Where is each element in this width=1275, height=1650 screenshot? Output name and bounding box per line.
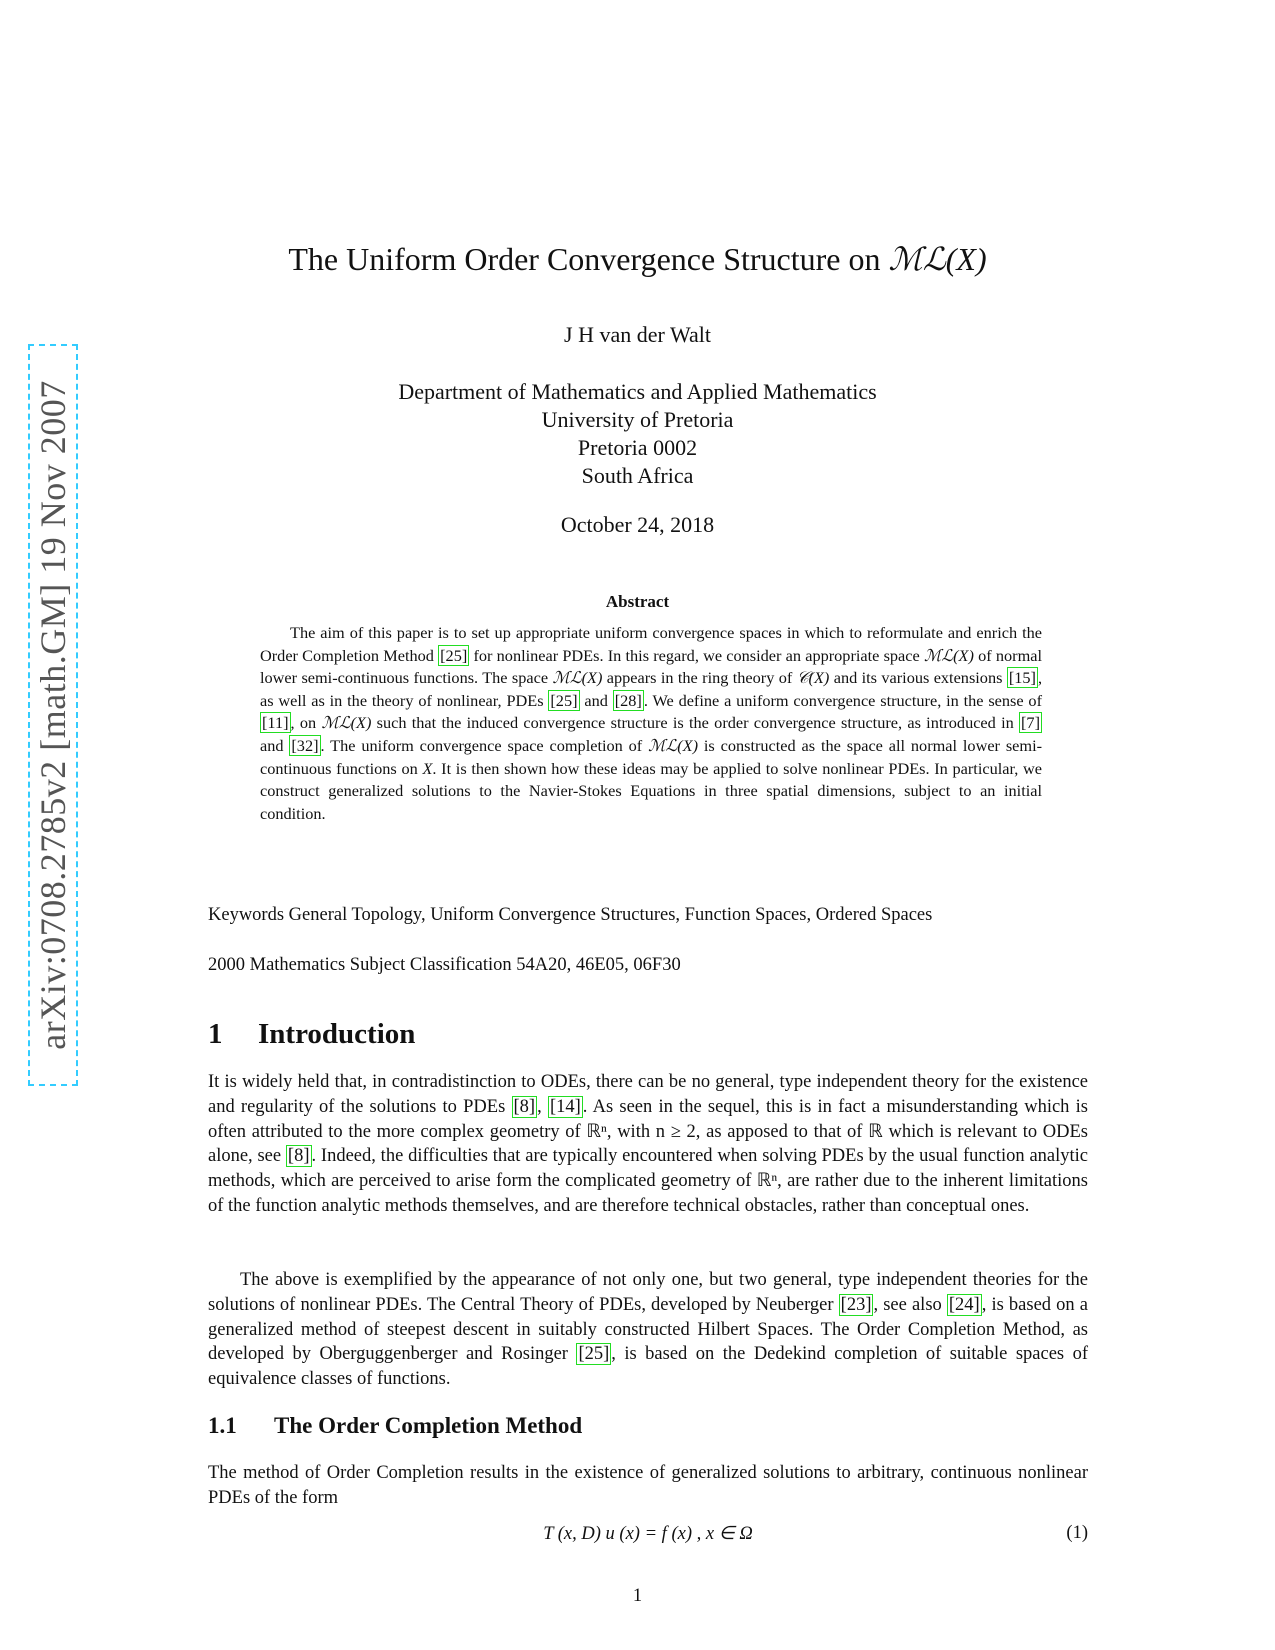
abstract-text: and its various extensions [829,668,1007,688]
paragraph [208,1268,1088,1392]
abstract-text: is constructed as the space all normal lower semi-continuous functions on [260,735,1043,778]
paragraph [208,1070,1088,1219]
equation [208,1523,1088,1545]
abstract-text: for nonlinear PDEs. In this regard, we consider an appropriate space [469,645,924,665]
citation-link[interactable]: [23] [840,1294,872,1315]
paragraph-text: , see also [873,1294,947,1315]
abstract-text: The aim of this paper is to set up appropriate uniform convergence spaces in which to reformulate and enrich the Order Completion Method [260,623,1042,665]
subsection-heading [208,1413,582,1439]
abstract-text: such that the induced convergence structure is the order convergence structure, as introduced in [371,713,1020,733]
citation-link[interactable]: [32] [291,735,319,755]
arxiv-stamp-text: arXiv:0708.2785v2 [math.GM] 19 Nov 2007 [33,380,73,1050]
subsection-number: 1.1 [208,1413,237,1438]
citation-link[interactable]: [11] [262,713,289,733]
abstract-text: . It is then shown how these ideas may be applied to solve nonlinear PDEs. In particular, we construct generalized solutions to the Navier-Stokes Equations in three spatial dimensions, subject to an initial condition. [260,758,1042,823]
citation-link[interactable]: [14] [549,1096,581,1117]
msc-classification: 2000 Mathematics Subject Classification 54A20, 46E05, 06F30 [208,955,681,975]
citation-link[interactable]: [15] [1008,668,1036,688]
paper-title [0,240,1275,278]
abstract-text: . We define a uniform convergence structure, in the sense of [643,690,1042,710]
abstract-heading: Abstract [605,592,670,611]
equation-body: T (x, D) u (x) = f (x) , x ∈ Ω [543,1524,753,1544]
abstract-text: , as well as in the theory of nonlinear, PDEs [260,668,1043,710]
paragraph-text: . As seen in the sequel, this is in fact a misunderstanding which is often attributed to the more complex geometry of ℝⁿ, with n ≥ 2, as apposed to that of ℝ which is relevant to ODEs alone, see [208,1096,1088,1167]
abstract-text: of normal lower semi-continuous functions. The space [260,645,1042,688]
math-inline: ℳℒ(X) [923,645,974,665]
paragraph-text: , is based on a generalized method of steepest descent in suitably constructed Hilbert Spaces. The Order Completion Method, as developed by Oberguggenberger and Rosinger [208,1294,1088,1365]
paragraph-text: The above is exemplified by the appearance of not only one, but two general, type independent theories for the solutions of nonlinear PDEs. The Central Theory of PDEs, developed by Neuberger [208,1270,1088,1315]
math-inline: X [422,758,433,778]
citation-link[interactable]: [8] [287,1146,310,1167]
paragraph-text: , [537,1096,548,1117]
citation-link[interactable]: [28] [614,690,642,710]
abstract-text: and [260,735,290,755]
paragraph-text: , is based on the Dedekind completion of suitable spaces of equivalence classes of functions. [208,1344,1088,1390]
affiliation-line: South Africa [581,463,694,488]
paragraph-text: . Indeed, the difficulties that are typically encountered when solving PDEs by the usual function analytic methods, which are perceived to arise form the complicated geometry of ℝⁿ, are rather due to the inherent limitations of the function analytic methods themselves, and are therefore technical obstacles, rather than conceptual ones. [208,1146,1089,1216]
date: October 24, 2018 [560,512,715,537]
affiliation-line: Pretoria 0002 [577,435,698,460]
affiliation [0,378,1275,490]
math-inline: ℳℒ(X) [321,713,372,733]
title-text: The Uniform Order Convergence Structure on [288,241,889,277]
abstract-text: , on [290,713,322,733]
math-inline: ℳℒ(X) [648,735,699,755]
math-inline: 𝒞(X) [796,668,830,688]
subsection-title: The Order Completion Method [274,1413,583,1438]
title-math: ℳℒ(X) [888,241,987,277]
affiliation-line: University of Pretoria [541,407,734,432]
abstract-body [260,622,1042,825]
citation-link[interactable]: [8] [513,1096,536,1117]
page-number: 1 [632,1586,643,1606]
equation-number: (1) [1066,1523,1088,1543]
citation-link[interactable]: [25] [440,645,468,665]
section-number: 1 [208,1018,223,1050]
citation-link[interactable]: [25] [550,690,578,710]
abstract-text: and [579,690,613,710]
affiliation-line: Department of Mathematics and Applied Mathematics [398,379,877,404]
abstract-text: . The uniform convergence space completion of [320,735,649,755]
math-inline: ℳℒ(X) [552,668,603,688]
paragraph-text: It is widely held that, in contradistinction to ODEs, there can be no general, type independent theory for the existence and regularity of the solutions to PDEs [208,1072,1088,1117]
citation-link[interactable]: [7] [1021,713,1040,733]
citation-link[interactable]: [25] [578,1344,610,1365]
abstract-text: appears in the ring theory of [602,668,797,688]
author: J H van der Walt [564,322,711,347]
citation-link[interactable]: [24] [948,1294,980,1315]
keywords: Keywords General Topology, Uniform Convergence Structures, Function Spaces, Ordered Spaces [208,905,933,925]
section-title: Introduction [258,1018,416,1050]
section-heading [208,1018,415,1051]
paragraph: The method of Order Completion results in the existence of generalized solutions to arbitrary, continuous nonlinear PDEs of the form [208,1463,1088,1508]
